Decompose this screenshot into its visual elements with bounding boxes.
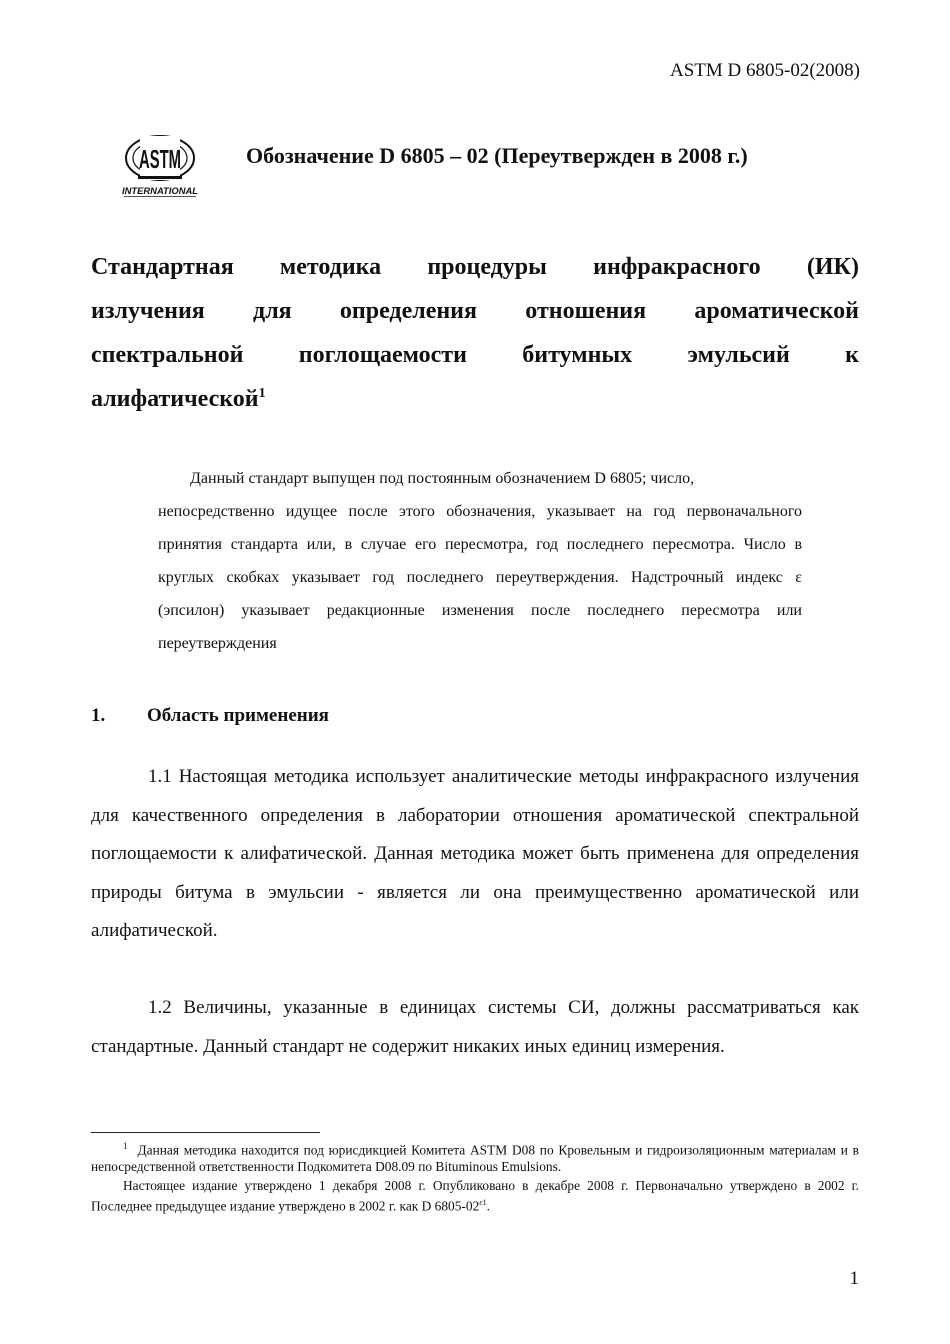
section-heading-scope: [91, 705, 329, 727]
footnote-1: [91, 1138, 859, 1175]
footnote-2: [91, 1177, 859, 1214]
document-designation: Обозначение D 6805 – 02 (Переутвержден в 2008 г.): [246, 143, 748, 168]
astm-logo-mark: [120, 128, 200, 200]
footnote-divider: [91, 1132, 320, 1133]
standard-code: ASTM D 6805-02(2008): [670, 60, 860, 81]
title-line-2: [91, 289, 859, 333]
footnote-1-text: Данная методика находится под юрисдикцией Комитета ASTM D08 по Кровельным и гидроизоляционным материалам и в непосредственной ответственности Подкомитета D08.09 по Bituminous Emulsions.: [91, 1142, 859, 1175]
document-title: [91, 245, 859, 421]
footnotes: [91, 1138, 859, 1215]
paragraph-1-1: 1.1 Настоящая методика использует аналитические методы инфракрасного излучения для качественного определения в лаборатории отношения ароматической спектральной поглощаемости к алифатической. Данная методика может быть применена для определения природы битума в эмульсии - является ли она преимущественно ароматической или алифатической.: [91, 766, 859, 941]
title-word: к: [845, 342, 859, 368]
notice-first-line: Данный стандарт выпущен под постоянным обозначением D 6805; число,: [190, 470, 695, 487]
page-number: 1: [849, 1268, 859, 1289]
standard-notice: [158, 462, 802, 660]
title-word: излучения: [91, 298, 205, 324]
title-word: (ИК): [806, 254, 859, 280]
title-word: алифатической: [91, 386, 259, 412]
title-word: эмульсий: [687, 342, 790, 368]
title-word: ароматической: [694, 298, 859, 324]
footnote-mark: 1: [123, 1141, 128, 1151]
title-word: процедуры: [427, 254, 547, 280]
title-word: инфракрасного: [593, 254, 761, 280]
section-number: 1.: [91, 705, 106, 726]
footnote-2-text: Настоящее издание утверждено 1 декабря 2008 г. Опубликовано в декабре 2008 г. Первоначально утверждено в 2002 г. Последнее предыдущее издание утверждено в 2002 г. как D 6805-02: [91, 1178, 859, 1214]
title-word: для: [253, 298, 292, 324]
title-word: поглощаемости: [298, 342, 467, 368]
footnote-2-end: .: [486, 1198, 490, 1214]
section-title: Область применения: [147, 705, 329, 726]
title-word: определения: [339, 298, 477, 324]
title-word: спектральной: [91, 342, 244, 368]
title-line-1: [91, 245, 859, 289]
astm-logo: [120, 128, 200, 200]
paragraph-1-2: 1.2 Величины, указанные в единицах системы СИ, должны рассматриваться как стандартные. Данный стандарт не содержит никаких иных единиц измерения.: [91, 997, 859, 1057]
svg-text:ASTM: ASTM: [139, 144, 181, 174]
title-line-4: [91, 377, 859, 421]
title-word: Стандартная: [91, 254, 234, 280]
title-word: битумных: [522, 342, 633, 368]
title-word: отношения: [525, 298, 647, 324]
footnote-2-sup: ε1: [479, 1198, 487, 1208]
svg-text:INTERNATIONAL: INTERNATIONAL: [122, 186, 198, 196]
title-footnote-ref: 1: [258, 386, 266, 401]
notice-text: непосредственно идущее после этого обозначения, указывает на год первоначального принятия стандарта или, в случае его пересмотра, год последнего пересмотра. Число в круглых скобках указывает год последнего переутверждения. Надстрочный индекс ε (эпсилон) указывает редакционные изменения после последнего пересмотра или переутверждения: [158, 503, 802, 652]
title-line-3: [91, 333, 859, 377]
title-word: методика: [279, 254, 382, 280]
